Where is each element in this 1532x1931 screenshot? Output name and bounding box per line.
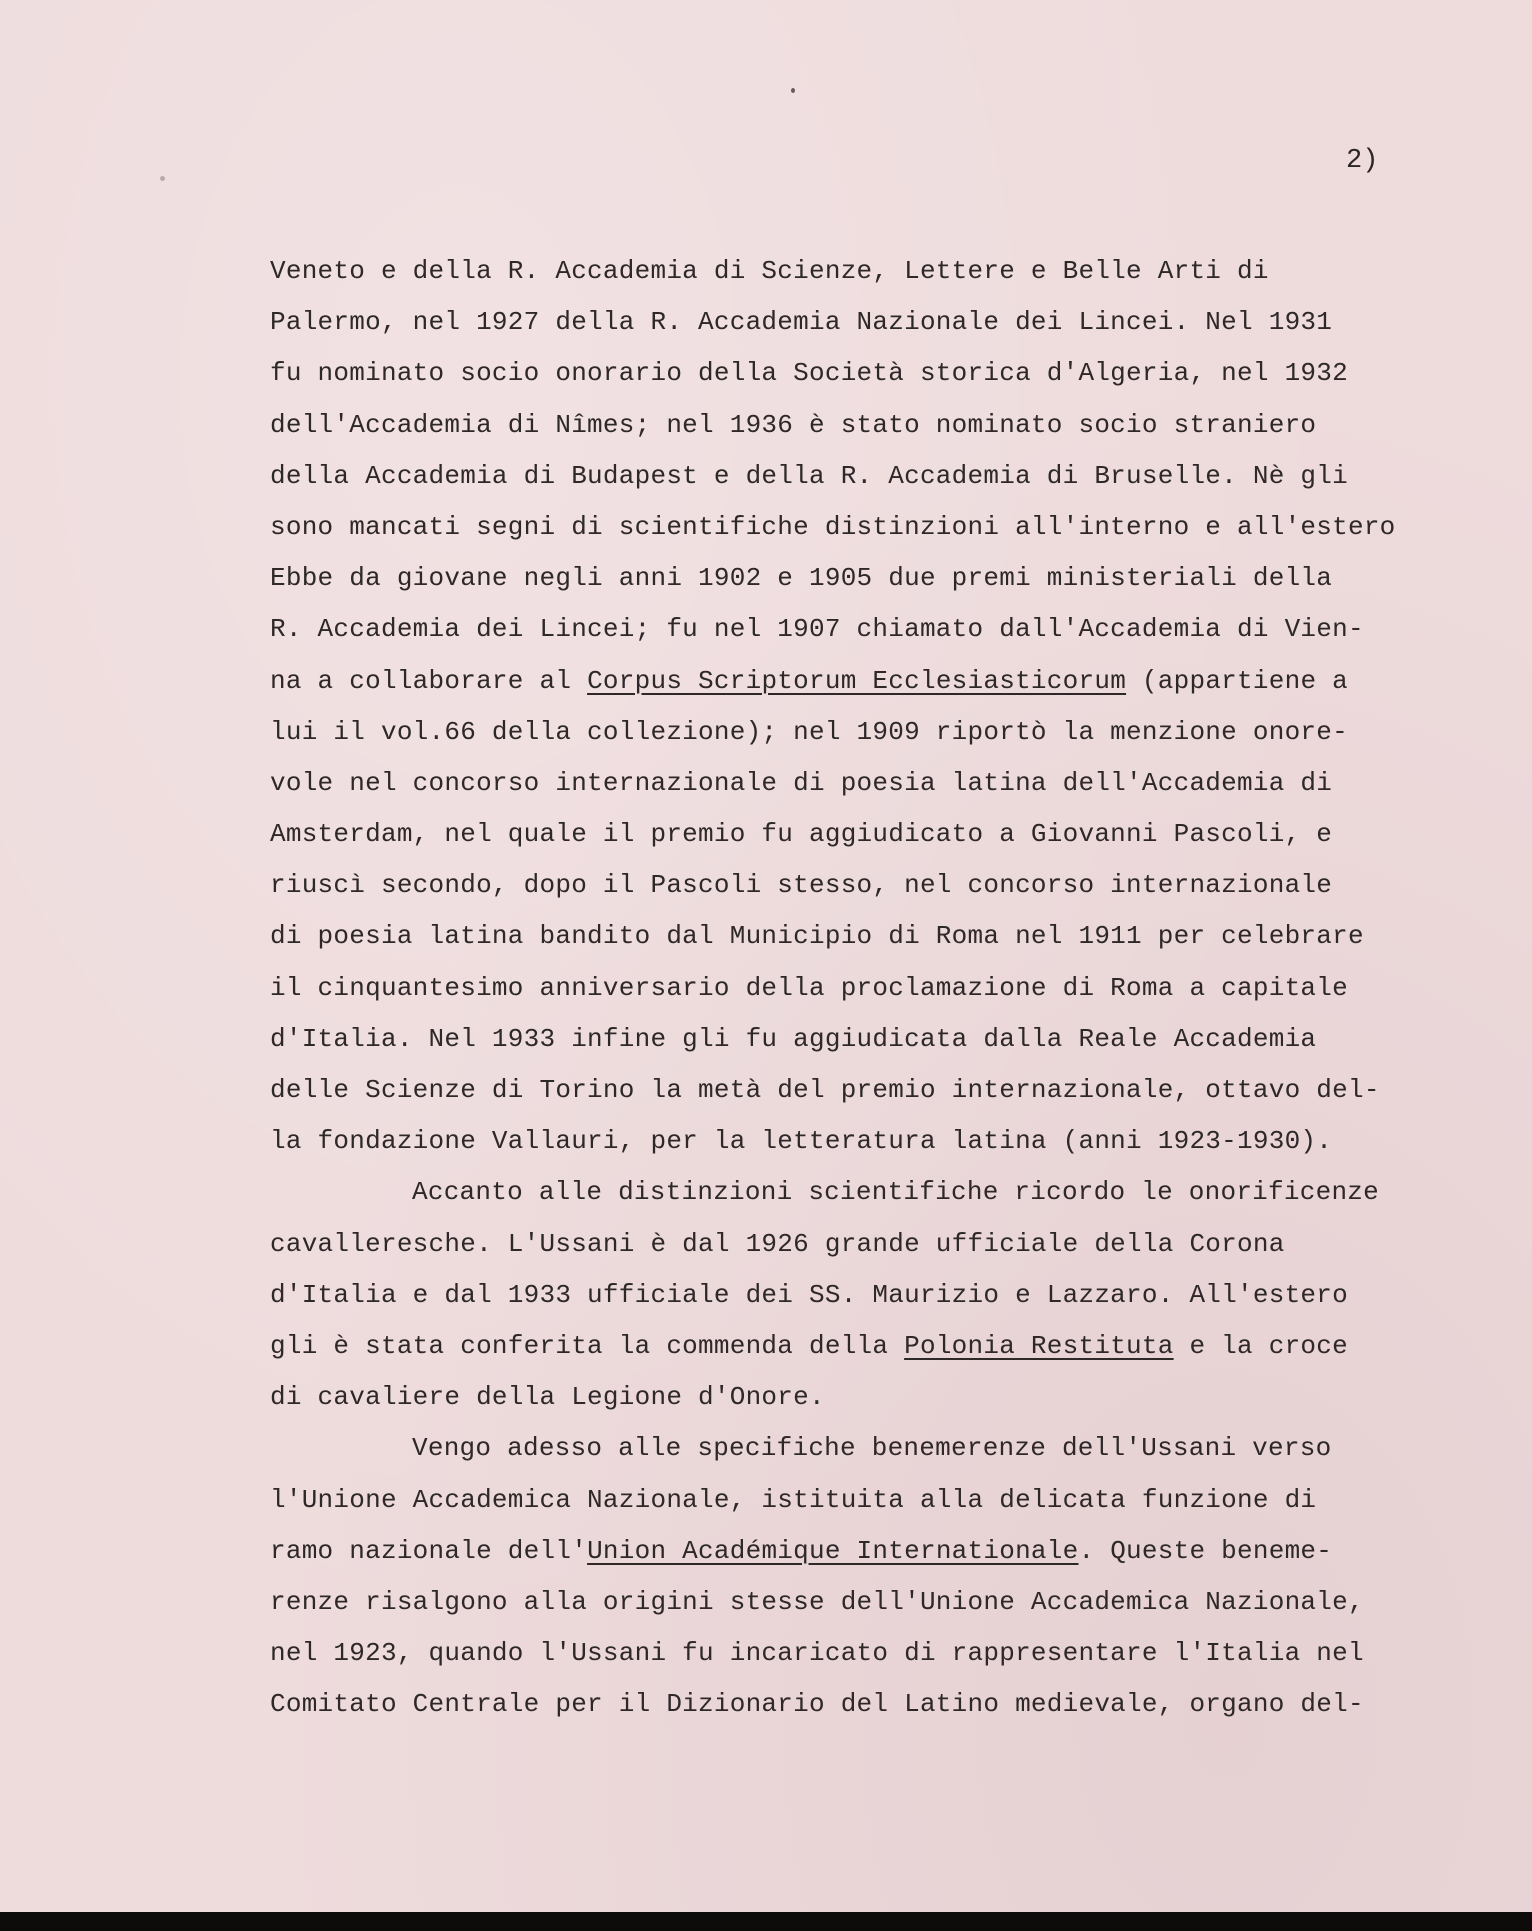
text-line: della Accademia di Budapest e della R. Accademia di Bruselle. Nè gli — [270, 460, 1348, 491]
text-segment: ramo nazionale dell' — [270, 1535, 588, 1566]
text-line — [270, 1526, 1520, 1577]
text-line: l'Unione Accademica Nazionale, istituita alla delicata funzione di — [270, 1484, 1317, 1515]
text-line: nel 1923, quando l'Ussani fu incaricato di rappresentare l'Italia nel — [270, 1638, 1364, 1669]
text-segment: na a collaborare al — [270, 665, 588, 696]
text-line: R. Accademia dei Lincei; fu nel 1907 chiamato dall'Accademia di Vien- — [270, 614, 1364, 645]
text-line: vole nel concorso internazionale di poesia latina dell'Accademia di — [270, 767, 1333, 798]
text-segment: (appartiene a — [1126, 665, 1348, 696]
text-line: di cavaliere della Legione d'Onore. — [270, 1382, 825, 1413]
text-line: Veneto e della R. Accademia di Scienze, Lettere e Belle Arti di — [270, 256, 1269, 286]
text-line: di poesia latina bandito dal Municipio di Roma nel 1911 per celebrare — [270, 921, 1364, 952]
text-line — [270, 1321, 1520, 1372]
paragraph-start-line: Vengo adesso alle specifiche benemerenze dell'Ussani verso — [412, 1433, 1332, 1464]
text-line: riuscì secondo, dopo il Pascoli stesso, nel concorso internazionale — [270, 870, 1333, 901]
text-line: Palermo, nel 1927 della R. Accademia Nazionale dei Lincei. Nel 1931 — [270, 307, 1333, 338]
paper-speck — [160, 176, 165, 181]
underlined-title-corpus: Corpus Scriptorum Ecclesiasticorum — [587, 665, 1127, 696]
scan-border — [0, 1912, 1532, 1931]
paper-speck — [791, 88, 795, 93]
text-line: sono mancati segni di scientifiche distinzioni all'interno e all'estero — [270, 511, 1396, 542]
underlined-title-polonia: Polonia Restituta — [904, 1330, 1174, 1361]
text-line: cavalleresche. L'Ussani è dal 1926 grande ufficiale della Corona — [270, 1228, 1285, 1259]
text-line: lui il vol.66 della collezione); nel 1909 riportò la menzione onore- — [270, 716, 1348, 747]
body-text — [270, 246, 1520, 1730]
paragraph-start-line: Accanto alle distinzioni scientifiche ricordo le onorificenze — [412, 1177, 1380, 1208]
text-segment: . Queste beneme- — [1078, 1535, 1333, 1566]
text-line: la fondazione Vallauri, per la letteratura latina (anni 1923-1930). — [270, 1126, 1333, 1157]
page-number: 2) — [1346, 146, 1379, 176]
text-line: dell'Accademia di Nîmes; nel 1936 è stato nominato socio straniero — [270, 409, 1317, 440]
text-line: Ebbe da giovane negli anni 1902 e 1905 due premi ministeriali della — [270, 563, 1333, 594]
underlined-title-union: Union Académique Internationale — [587, 1535, 1079, 1566]
text-line: delle Scienze di Torino la metà del premio internazionale, ottavo del- — [270, 1075, 1380, 1105]
text-line: renze risalgono alla origini stesse dell'Unione Accademica Nazionale, — [270, 1586, 1364, 1617]
text-line: d'Italia. Nel 1933 infine gli fu aggiudicata dalla Reale Accademia — [270, 1023, 1317, 1054]
text-line: d'Italia e dal 1933 ufficiale dei SS. Maurizio e Lazzaro. All'estero — [270, 1279, 1348, 1310]
text-line: Amsterdam, nel quale il premio fu aggiudicato a Giovanni Pascoli, e — [270, 819, 1333, 850]
text-segment: e la croce — [1173, 1330, 1348, 1361]
text-line — [270, 656, 1520, 707]
text-line: fu nominato socio onorario della Società storica d'Algeria, nel 1932 — [270, 358, 1348, 389]
text-segment: gli è stata conferita la commenda della — [270, 1330, 905, 1361]
text-line: il cinquantesimo anniversario della proclamazione di Roma a capitale — [270, 972, 1348, 1003]
text-line: Comitato Centrale per il Dizionario del Latino medievale, organo del- — [270, 1689, 1364, 1720]
